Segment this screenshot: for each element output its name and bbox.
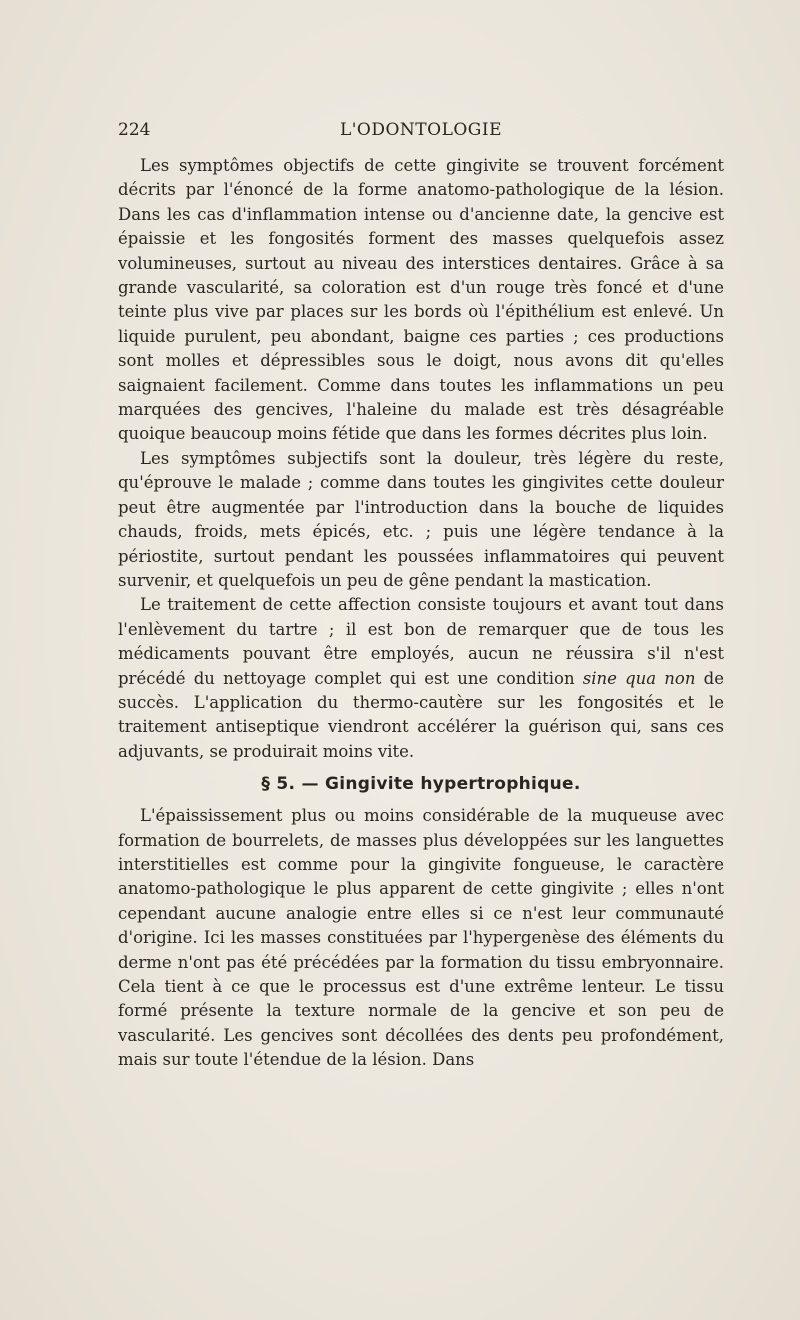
latin-phrase: sine qua non bbox=[582, 668, 696, 688]
section-heading: § 5. — Gingivite hypertrophique. bbox=[261, 774, 581, 795]
running-title: L'ODONTOLOGIE bbox=[339, 120, 503, 140]
paragraph-subjective-symptoms: Les symptômes subjectifs sont la douleur, très légère du reste, qu'éprouve le malade ; comme dans toutes les gingivites cette douleur peut être augmentée par l'introduction dans la bouche de liquides chauds, froids, mets épicés, etc. ; puis une légère tendance à la périostite, surtout pendant les poussées inflammatoires qui peuvent survenir, et quelquefois un peu de gêne pendant la mastication. bbox=[118, 448, 724, 590]
treatment-text-start: Le traitement de cette affection consiste toujours et avant tout dans l'enlèvement du tartre ; il est bon de remarquer que de tous les médicaments pouvant être employés, aucun ne réussira s'il n'est précédé du nettoyage complet qui est une condition bbox=[118, 595, 724, 688]
page-number: 224 bbox=[118, 120, 151, 140]
paragraph-hypertrophic: L'épaississement plus ou moins considérable de la muqueuse avec formation de bourrelets, de masses plus développées sur les languettes interstitielles est comme pour la gingivite fongueuse, le caractère anatomo-pathologique le plus apparent de cette gingivite ; elles n'ont cependant aucune analogie entre elles si ce n'est leur communauté d'origine. Ici les masses constituées par l'hypergenèse des éléments du derme n'ont pas été précédées par la formation du tissu embryonnaire. Cela tient à ce que le processus est d'une extrême lenteur. Le tissu formé présente la texture normale de la gencive et son peu de vascularité. Les gencives sont décollées des dents peu profondément, mais sur toute l'étendue de la lésion. Dans bbox=[118, 806, 724, 1070]
paragraph-treatment bbox=[118, 593, 724, 764]
paragraph-objective-symptoms: Les symptômes objectifs de cette gingivite se trouvent forcément décrits par l'énoncé de la forme anatomo-pathologique de la lésion. Dans les cas d'inflammation intense ou d'ancienne date, la gencive est épaissie et les fongosités forment des masses quelquefois assez volumineuses, surtout au niveau des interstices dentaires. Grâce à sa grande vascularité, sa coloration est d'un rouge très foncé et d'une teinte plus vive par places sur les bords où l'épithélium est enlevé. Un liquide purulent, peu abondant, baigne ces parties ; ces productions sont molles et dépressibles sous le doigt, nous avons dit qu'elles saignaient facilement. Comme dans toutes les inflammations un peu marquées des gencives, l'haleine du malade est très désagréable quoique beaucoup moins fétide que dans les formes décrites plus loin. bbox=[118, 156, 724, 444]
body-text bbox=[118, 154, 724, 1073]
page-header bbox=[118, 120, 724, 144]
treatment-text-end: de succès. L'application du thermo-cautère sur les fongosités et le traitement antiseptique viendront accélérer la guérison qui, sans ces adjuvants, se produirait moins vite. bbox=[118, 668, 725, 761]
